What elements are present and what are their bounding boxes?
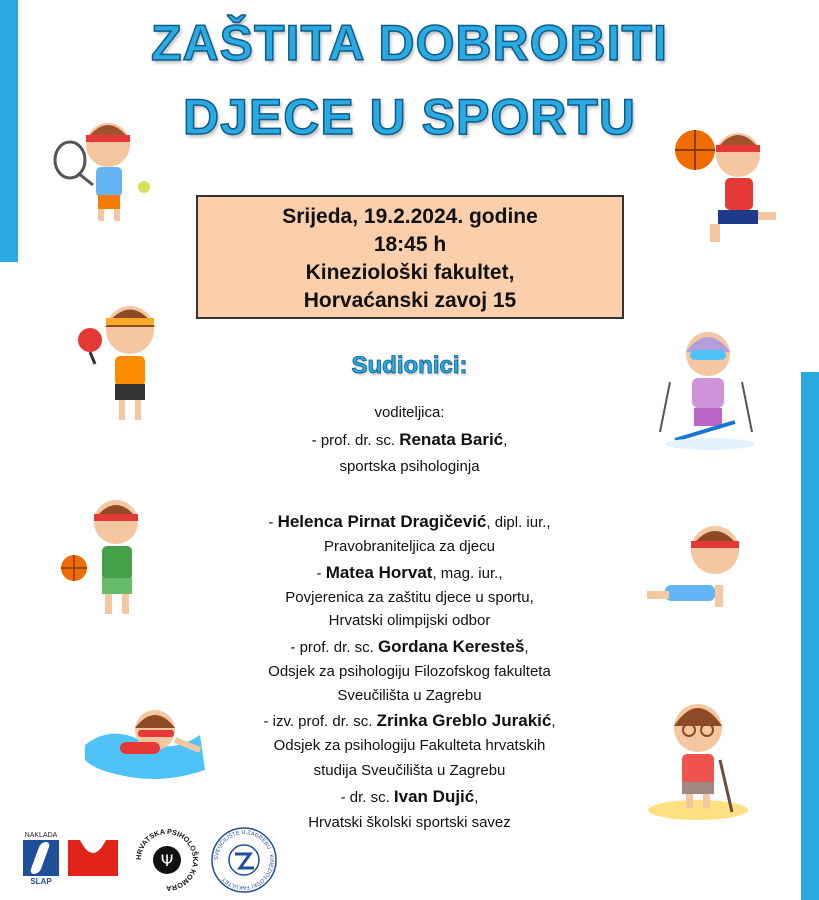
- participant-4-prefix: - prof. dr. sc.: [290, 639, 378, 656]
- event-info-box: [196, 195, 624, 319]
- psychological-chamber-logo: [132, 825, 202, 895]
- participant-3-suffix: , mag. iur.,: [432, 565, 503, 582]
- participant-6-suffix: ,: [474, 789, 479, 806]
- participant-4-suffix: ,: [524, 639, 529, 656]
- tennis-kid-illustration: [48, 105, 163, 230]
- participant-2-name: Helenca Pirnat Dragičević: [277, 512, 487, 531]
- event-date: Srijeda, 19.2.2024. godine: [282, 205, 538, 228]
- kif-ring-text: SVEUČILIŠTE U ZAGREBU · KINEZIOLOŠKI FAKULTET: [213, 829, 275, 891]
- event-time: 18:45 h: [373, 233, 447, 256]
- participant-4-name: Gordana Keresteš: [377, 637, 525, 656]
- participant-2-prefix: -: [268, 514, 278, 531]
- participant-3-name: Matea Horvat: [325, 563, 433, 582]
- participant-6-name: Ivan Dujić: [393, 787, 475, 806]
- title-line-1: ZAŠTITA DOBROBITI: [151, 15, 668, 71]
- participant-1-prefix: - prof. dr. sc.: [311, 432, 400, 449]
- participant-4-role-1: Odsjek za psihologiju Filozofskog fakulteta: [268, 663, 551, 680]
- participant-5-suffix: ,: [551, 713, 556, 730]
- participants-heading: Sudionici:: [351, 352, 468, 379]
- slap-logo-top-text: NAKLADA: [24, 832, 58, 839]
- hpk-ring-text: HRVATSKA PSIHOLOŠKA KOMORA: [133, 826, 201, 894]
- basketball-kid-illustration: [670, 120, 785, 260]
- participant-3-role-1: Povjerenica za zaštitu djece u sportu,: [285, 589, 534, 606]
- participant-5-role-2: studija Sveučilišta u Zagrebu: [313, 762, 506, 779]
- participant-5-name: Zrinka Greblo Jurakić: [376, 711, 552, 730]
- participant-6-role: Hrvatski školski sportski savez: [308, 814, 511, 831]
- participant-6-prefix: - dr. sc.: [340, 789, 394, 806]
- participant-4-role-2: Sveučilišta u Zagrebu: [337, 687, 482, 704]
- moderator-label: voditeljica:: [374, 404, 445, 421]
- participant-1-name: Renata Barić: [399, 430, 504, 449]
- participant-4: [0, 637, 819, 657]
- event-address: Horvaćanski zavoj 15: [303, 289, 517, 312]
- svg-text:Ψ: Ψ: [160, 851, 174, 870]
- pushup-kid-illustration: [645, 515, 765, 615]
- slap-logo-bottom-text: SLAP: [30, 877, 52, 886]
- event-place: Kineziološki fakultet,: [305, 261, 515, 284]
- participant-5-prefix: - izv. prof. dr. sc.: [263, 713, 377, 730]
- participant-2-role: Pravobraniteljica za djecu: [324, 538, 495, 555]
- participant-2-suffix: , dipl. iur.,: [486, 514, 551, 531]
- red-logo: [66, 838, 120, 878]
- participant-5-role-1: Odsjek za psihologiju Fakulteta hrvatskih: [273, 737, 546, 754]
- swimming-kid-illustration: [80, 700, 210, 785]
- title-line-2: DJECE U SPORTU: [183, 89, 636, 145]
- slap-logo-mark: [23, 840, 59, 876]
- participant-1-role: sportska psihologinja: [339, 458, 480, 475]
- skiing-kid-illustration: [650, 322, 765, 452]
- participant-1-suffix: ,: [503, 432, 508, 449]
- participant-3-prefix: -: [316, 565, 326, 582]
- naklada-slap-logo: [22, 832, 60, 888]
- participant-3-role-2: Hrvatski olimpijski odbor: [328, 612, 491, 629]
- basketball-dribble-kid-illustration: [58, 490, 163, 625]
- kinesiology-faculty-logo: [210, 826, 278, 894]
- table-tennis-kid-illustration: [75, 292, 175, 432]
- hiking-kid-illustration: [640, 690, 755, 825]
